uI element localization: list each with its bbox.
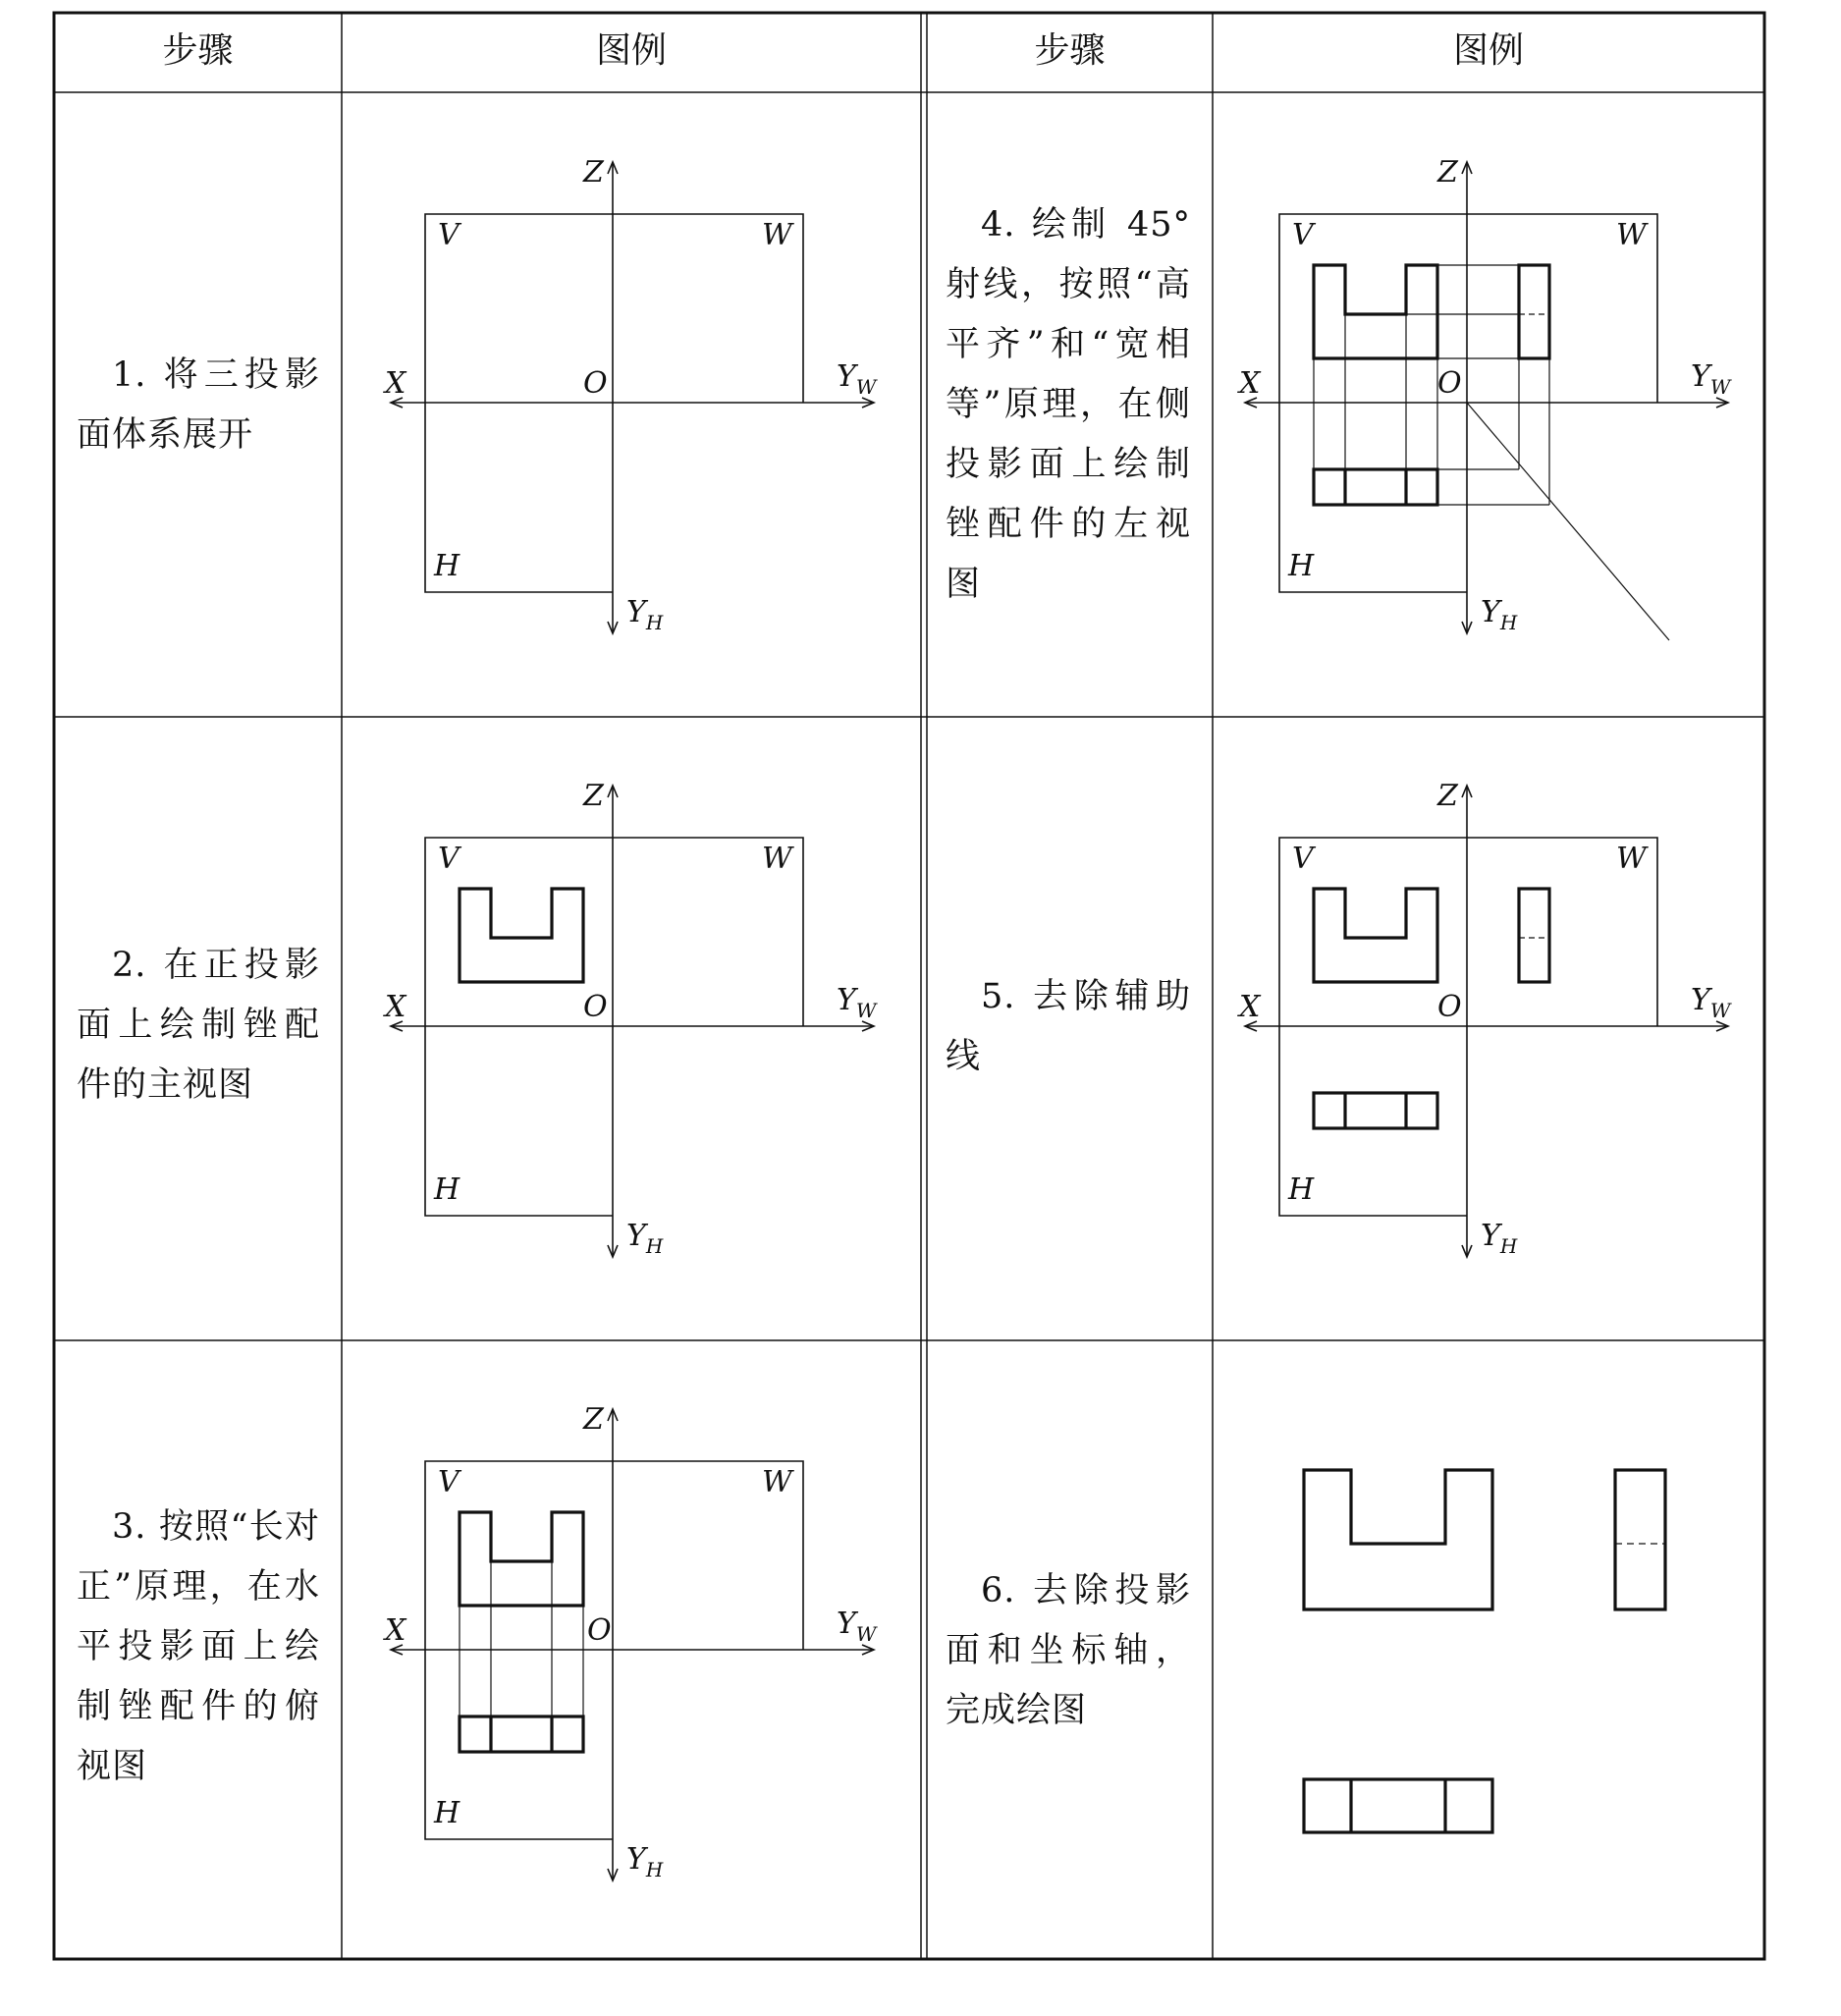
x-label: X	[1239, 366, 1261, 401]
v-plane-label: V	[1292, 842, 1314, 876]
figure-4	[1237, 152, 1748, 653]
origin-label: O	[587, 1613, 612, 1648]
origin-label: O	[583, 366, 608, 401]
w-plane-label: W	[762, 842, 792, 876]
origin-label: O	[1437, 990, 1462, 1024]
step-5-text: 5. 去除辅助线	[946, 977, 1191, 1076]
h-plane-label: H	[434, 549, 460, 583]
yw-subscript: W	[855, 375, 877, 399]
figure-1	[383, 152, 893, 653]
h-plane-label: H	[434, 1796, 460, 1830]
top-view-outline	[1304, 1779, 1492, 1832]
step-6-text: 6. 去除投影面和坐标轴，完成绘图	[946, 1571, 1191, 1730]
yh-subscript: H	[645, 1234, 664, 1258]
z-label: Z	[583, 1402, 604, 1437]
yh-y: Y	[626, 1842, 646, 1877]
yh-subscript: H	[645, 611, 664, 634]
projection-guides	[1314, 265, 1669, 640]
yh-label	[1481, 595, 1518, 634]
figure-6	[1237, 1399, 1748, 1900]
h-plane-label: H	[1288, 549, 1315, 583]
z-label: Z	[583, 155, 604, 190]
w-plane-label: W	[1616, 218, 1647, 252]
yw-subscript: W	[1709, 375, 1731, 399]
top-view-outline	[1314, 469, 1437, 505]
yw-y: Y	[1691, 983, 1710, 1017]
front-view-outline	[1314, 889, 1437, 982]
yw-y: Y	[837, 359, 856, 394]
z-label: Z	[583, 779, 604, 813]
figure-5	[1237, 776, 1748, 1277]
vw-plane-frame	[1279, 838, 1657, 1026]
yw-label	[837, 983, 878, 1022]
x-label: X	[385, 1613, 406, 1648]
header-figure-right: 图例	[1452, 30, 1524, 71]
origin-label: O	[583, 990, 608, 1024]
yh-label	[626, 1219, 664, 1258]
z-label: Z	[1437, 779, 1458, 813]
side-view-outline	[1615, 1470, 1665, 1609]
vw-plane-frame	[425, 1461, 803, 1650]
header-step-right: 步骤	[1034, 30, 1106, 71]
step-2-text: 2. 在正投影面上绘制锉配件的主视图	[77, 946, 320, 1105]
yw-y: Y	[1691, 359, 1710, 394]
front-view-outline	[460, 1512, 583, 1606]
yh-y: Y	[626, 595, 646, 629]
yh-y: Y	[1481, 1219, 1500, 1253]
step-4-text: 4. 绘制 45° 射线，按照“高平齐”和“宽相等”原理，在侧投影面上绘制锉配件的左视图	[946, 205, 1191, 604]
vw-plane-frame	[425, 838, 803, 1026]
yh-subscript: H	[645, 1858, 664, 1881]
side-view-outline	[1519, 889, 1549, 982]
vw-plane-frame	[1279, 214, 1657, 403]
yh-subscript: H	[1499, 611, 1518, 634]
v-plane-label: V	[438, 842, 460, 876]
yh-label	[626, 595, 664, 634]
h-plane-label: H	[1288, 1172, 1315, 1207]
yw-subscript: W	[855, 1622, 877, 1646]
yw-label	[837, 1607, 878, 1646]
vw-plane-frame	[425, 214, 803, 403]
origin-label: O	[1437, 366, 1462, 401]
yw-y: Y	[837, 983, 856, 1017]
header-step-left: 步骤	[162, 30, 234, 71]
w-plane-label: W	[762, 1465, 792, 1499]
x-label: X	[385, 990, 406, 1024]
figure-3	[383, 1399, 893, 1900]
yh-label	[626, 1842, 664, 1881]
step-1-text: 1. 将三投影面体系展开	[77, 355, 320, 455]
w-plane-label: W	[1616, 842, 1647, 876]
figure-2	[383, 776, 893, 1277]
top-view-outline	[1314, 1093, 1437, 1128]
x-label: X	[385, 366, 406, 401]
v-plane-label: V	[438, 218, 460, 252]
x-label: X	[1239, 990, 1261, 1024]
front-view-outline	[460, 889, 583, 982]
w-plane-label: W	[762, 218, 792, 252]
yw-label	[1691, 359, 1732, 399]
yh-subscript: H	[1499, 1234, 1518, 1258]
side-view-outline	[1519, 265, 1549, 358]
yh-y: Y	[1481, 595, 1500, 629]
v-plane-label: V	[1292, 218, 1314, 252]
yw-label	[1691, 983, 1732, 1022]
step-3-text: 3. 按照“长对正”原理，在水平投影面上绘制锉配件的俯视图	[77, 1507, 320, 1786]
yh-y: Y	[626, 1219, 646, 1253]
yw-y: Y	[837, 1607, 856, 1641]
yw-label	[837, 359, 878, 399]
yw-subscript: W	[1709, 999, 1731, 1022]
yw-subscript: W	[855, 999, 877, 1022]
header-figure-left: 图例	[595, 30, 667, 71]
z-label: Z	[1437, 155, 1458, 190]
front-view-outline	[1314, 265, 1437, 358]
yh-label	[1481, 1219, 1518, 1258]
h-plane-label: H	[434, 1172, 460, 1207]
v-plane-label: V	[438, 1465, 460, 1499]
top-view-outline	[460, 1716, 583, 1752]
projection-guides	[460, 1561, 583, 1716]
front-view-outline	[1304, 1470, 1492, 1609]
